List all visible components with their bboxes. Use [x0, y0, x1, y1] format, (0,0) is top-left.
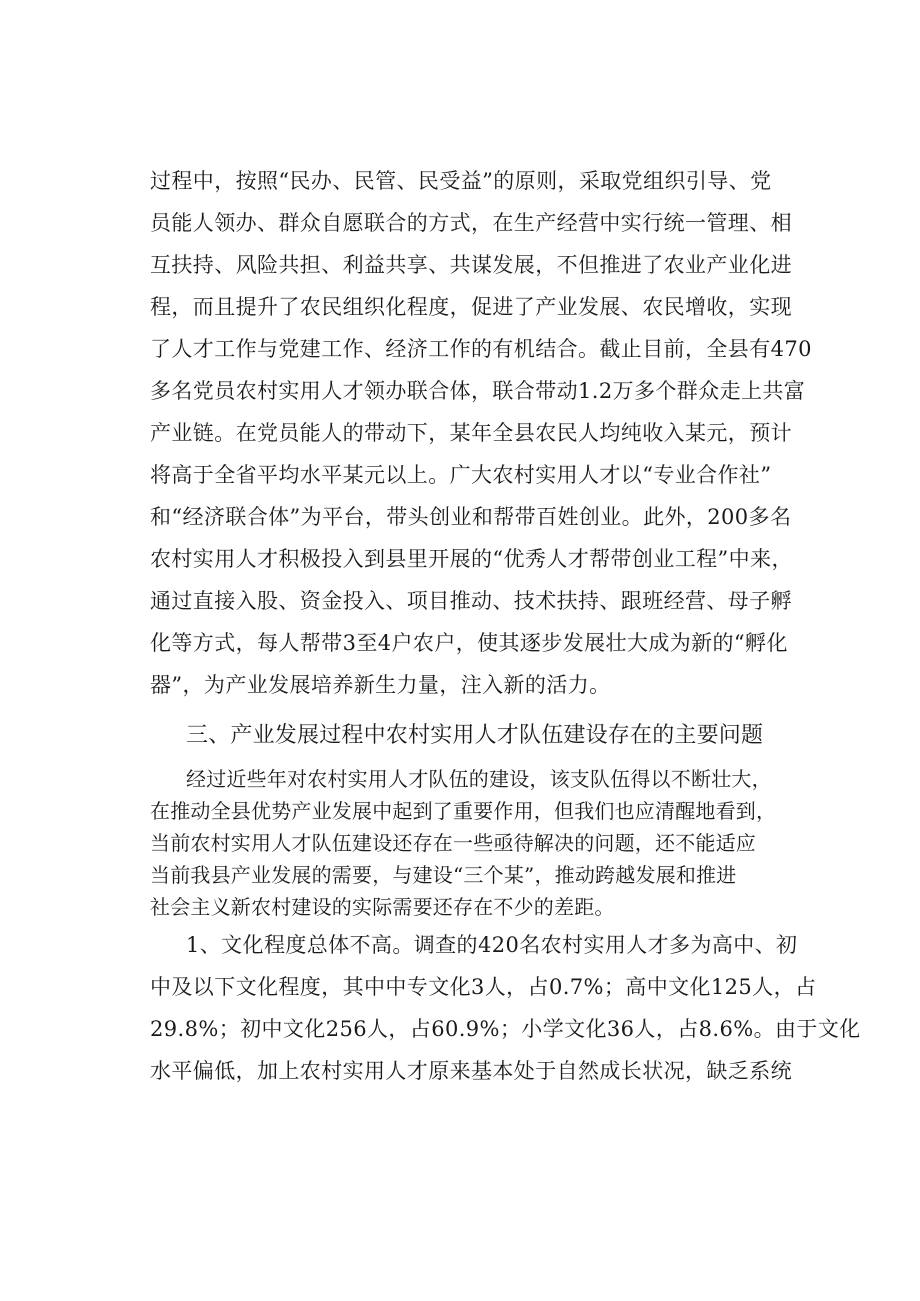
paragraph-1-line: 器”，为产业发展培养新生力量，注入新的活力。 — [150, 673, 611, 697]
paragraph-3-line: 29.8%；初中文化256人，占60.9%；小学文化36人，占8.6%。由于文化 — [150, 1017, 861, 1041]
paragraph-2-line: 在推动全县优势产业发展中起到了重要作用，但我们也应清醒地看到， — [150, 799, 777, 823]
paragraph-1-line: 互扶持、风险共担、利益共享、共谋发展，不但推进了农业产业化进 — [150, 253, 792, 277]
paragraph-1-line: 程，而且提升了农民组织化程度，促进了产业发展、农民增收，实现 — [150, 295, 792, 319]
paragraph-1-line: 农村实用人才积极投入到县里开展的“优秀人才帮带创业工程”中来， — [150, 547, 793, 571]
paragraph-1-line: 员能人领办、群众自愿联合的方式，在生产经营中实行统一管理、相 — [150, 211, 792, 235]
paragraph-1-line: 通过直接入股、资金投入、项目推动、技术扶持、跟班经营、母子孵 — [150, 589, 792, 613]
paragraph-1-line: 和“经济联合体”为平台，带头创业和帮带百姓创业。此外，200多名 — [150, 505, 792, 529]
paragraph-3-line: 水平偏低，加上农村实用人才原来基本处于自然成长状况，缺乏系统 — [150, 1059, 792, 1083]
paragraph-2-line: 社会主义新农村建设的实际需要还存在不少的差距。 — [150, 895, 615, 919]
paragraph-1-line: 产业链。在党员能人的带动下，某年全县农民人均纯收入某元，预计 — [150, 421, 792, 445]
paragraph-3-line: 中及以下文化程度，其中中专文化3人，占0.7%；高中文化125人，占 — [150, 975, 817, 999]
paragraph-2-line: 当前农村实用人才队伍建设还存在一些亟待解决的问题，还不能适应 — [150, 831, 756, 855]
paragraph-1-line: 多名党员农村实用人才领办联合体，联合带动1.2万多个群众走上共富 — [150, 379, 806, 403]
paragraph-2-line: 当前我县产业发展的需要，与建设“三个某”，推动跨越发展和推进 — [150, 863, 737, 887]
paragraph-1-line: 化等方式，每人帮带3至4户农户，使其逐步发展壮大成为新的“孵化 — [150, 631, 788, 655]
paragraph-1-line: 将高于全省平均水平某元以上。广大农村实用人才以“专业合作社” — [150, 463, 772, 487]
section-heading: 三、产业发展过程中农村实用人才队伍建设存在的主要问题 — [186, 723, 764, 748]
paragraph-3-line: 1、文化程度总体不高。调查的420名农村实用人才多为高中、初 — [186, 933, 798, 957]
paragraph-1-line: 了人才工作与党建工作、经济工作的有机结合。截止目前，全县有470 — [150, 337, 812, 361]
paragraph-1-line: 过程中，按照“民办、民管、民受益”的原则，采取党组织引导、党 — [150, 169, 772, 193]
paragraph-2-line: 经过近些年对农村实用人才队伍的建设，该支队伍得以不断壮大， — [186, 767, 772, 791]
